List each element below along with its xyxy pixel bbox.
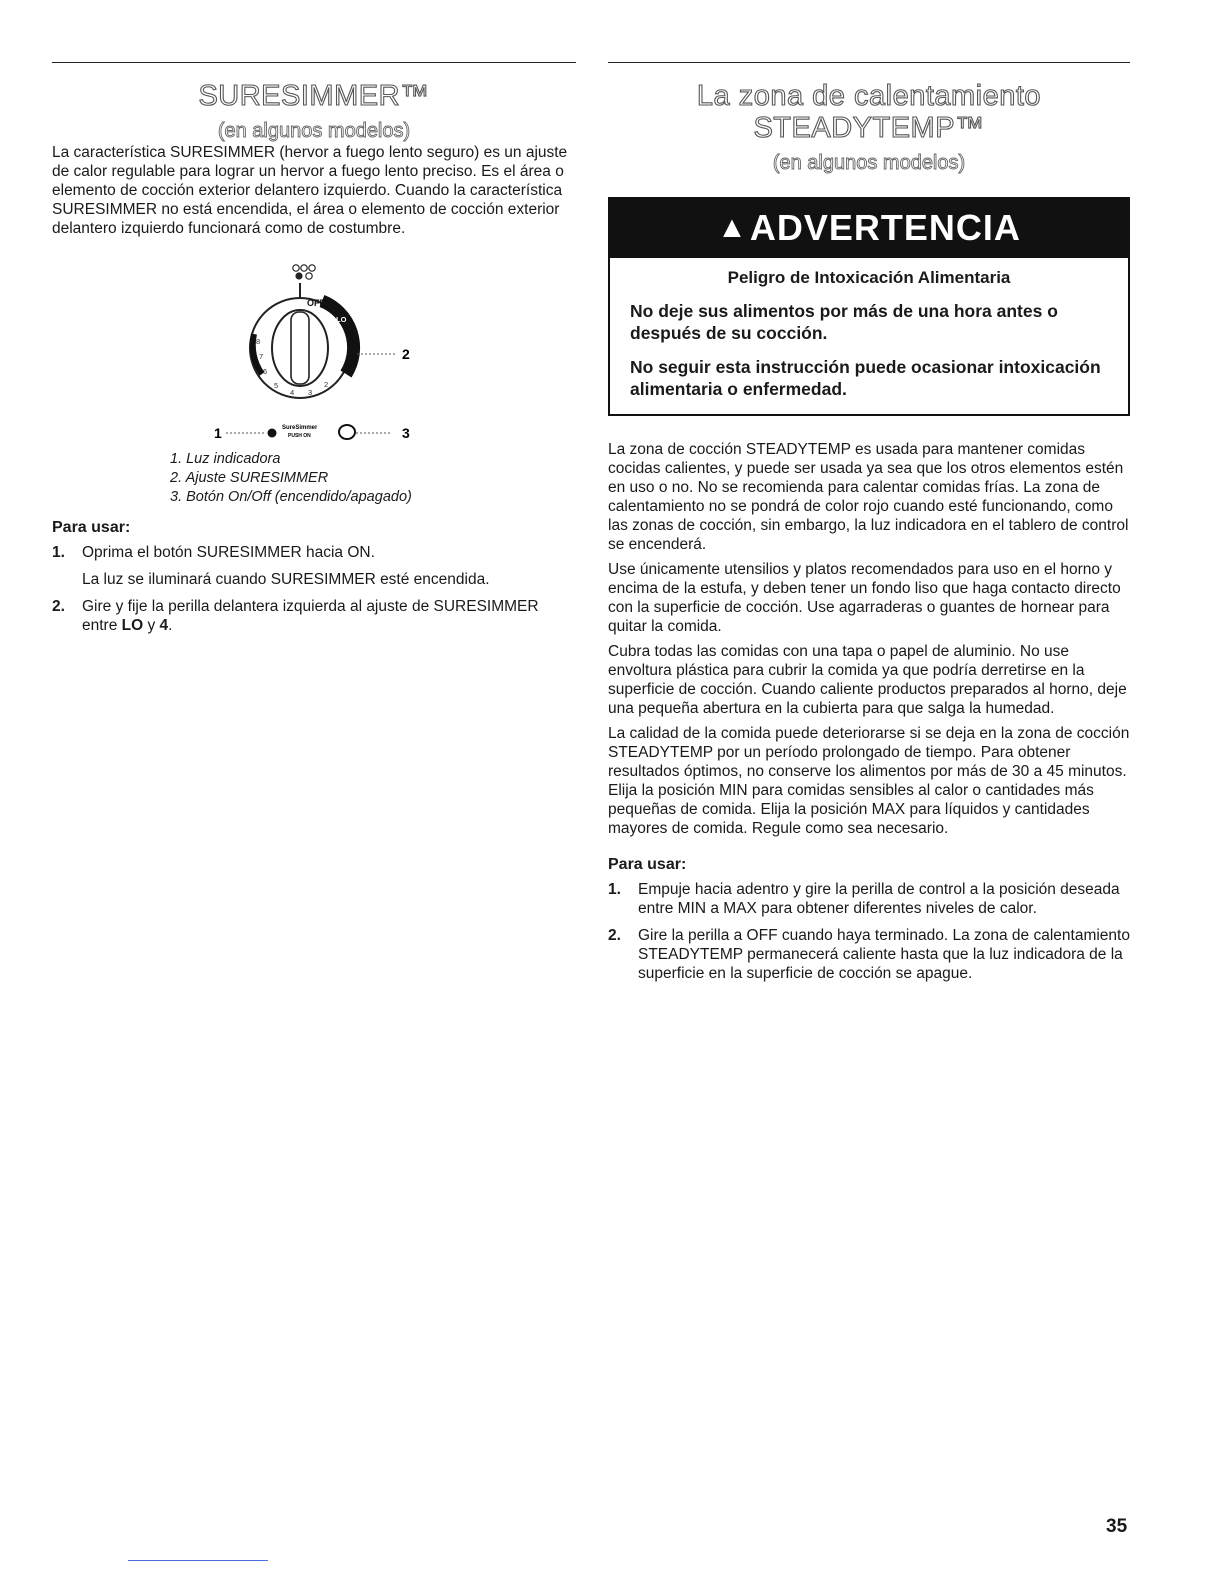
caption-item: 3. Botón On/Off (encendido/apagado) (170, 489, 412, 505)
warning-line-2: No seguir esta instrucción puede ocasionar intoxicación alimentaria o enfermedad. (630, 357, 1101, 399)
indicator-light (268, 429, 277, 438)
warning-header (610, 199, 1128, 258)
left-column (52, 62, 576, 643)
suresimmer-button-label: SureSimmer (282, 425, 318, 431)
warning-subheading: Peligro de Intoxicación Alimentaria (727, 268, 1011, 287)
suresimmer-subtitle: (en algunos modelos) (217, 120, 411, 142)
step-number: 2. (52, 598, 65, 615)
callout-3: 3 (402, 425, 410, 441)
step-text: Gire y fije la perilla delantera izquierda al ajuste de SURESIMMER entre LO y 4. (82, 598, 539, 634)
steadytemp-paragraph: Use únicamente utensilios y platos recomendados para uso en el horno y encima de la estufa, y deben tener un fondo liso que haga contacto directo con la superficie de cocción. Use agarraderas o guantes de hornear para quitar la comida. (608, 561, 1121, 635)
step-text: Gire la perilla a OFF cuando haya terminado. La zona de calentamiento STEADYTEMP permanecerá caliente hasta que la luz indicadora de la superficie en la superficie de cocción se apague. (638, 927, 1130, 982)
step-text: Oprima el botón SURESIMMER hacia ON. (82, 544, 375, 561)
steadytemp-subtitle: (en algunos modelos) (772, 152, 966, 174)
dial-number: 5 (274, 381, 279, 390)
cooktop-zones-icon (293, 265, 315, 280)
dial-number: 4 (290, 388, 295, 397)
suresimmer-intro: La característica SURESIMMER (hervor a fuego lento seguro) es un ajuste de calor regulable para lograr un hervor a fuego lento preciso. Es el área o elemento de cocción exterior delantero izquierdo. Cuando la característica SURESIMMER no está encendida, el área o elemento de cocción exterior delantero izquierdo funcionará como de costumbre. (52, 144, 568, 237)
dial-number: 3 (308, 388, 313, 397)
right-step-1 (608, 880, 1130, 918)
dial-number: 8 (256, 337, 261, 346)
right-column (608, 62, 1130, 991)
warning-triangle-icon: ▲ (717, 211, 748, 244)
left-top-rule (52, 62, 576, 63)
page-number: 35 (1106, 1516, 1128, 1537)
suresimmer-title: SURESIMMER™ (198, 80, 430, 112)
dial-number: 7 (259, 352, 264, 361)
step-note: La luz se iluminará cuando SURESIMMER esté encendida. (82, 571, 490, 588)
caption-item: 2. Ajuste SURESIMMER (170, 470, 329, 486)
control-knob-illustration (52, 256, 576, 446)
right-step-2 (608, 926, 1130, 983)
left-step-2 (52, 597, 576, 635)
dial-number: 9 (264, 321, 269, 330)
left-use-heading: Para usar: (52, 519, 131, 536)
dial-number: 1 (340, 353, 345, 362)
steadytemp-title-line1: La zona de calentamiento (696, 80, 1042, 112)
dial-off-label: OFF (307, 298, 325, 308)
dial-number: 2 (324, 380, 329, 389)
step-number: 2. (608, 927, 621, 944)
steadytemp-paragraph: Cubra todas las comidas con una tapa o papel de aluminio. No use envoltura plástica para cubrir la comida ya que podría derretirse en la superficie de cocción. Cuando caliente productos preparados al horno, deje una pequeña abertura en la cubierta para que salga la humedad. (608, 643, 1127, 717)
warning-line-1: No deje sus alimentos por más de una hora antes o después de su cocción. (630, 301, 1058, 343)
step-number: 1. (608, 881, 621, 898)
on-off-button (339, 425, 355, 439)
warning-heading: ADVERTENCIA (749, 207, 1021, 248)
right-use-heading: Para usar: (608, 856, 687, 873)
right-top-rule (608, 62, 1130, 63)
steadytemp-body (608, 440, 1130, 838)
callout-2: 2 (402, 346, 410, 362)
dial-number: 6 (263, 367, 268, 376)
steadytemp-paragraph: La zona de cocción STEADYTEMP es usada para mantener comidas cocidas calientes, y puede ser usada ya sea que los otros elementos estén en uso o no. No se recomienda para calentar comidas frías. La zona de calentamiento no se pondrá de color rojo cuando esté funcionando, como las zonas de cocción, sin embargo, la luz indicadora en el tablero de control se encenderá. (608, 441, 1129, 553)
dial-lo-label: LO (336, 315, 347, 324)
caption-item: 1. Luz indicadora (170, 451, 281, 467)
suresimmer-dial-diagram (52, 256, 576, 446)
warning-box (608, 197, 1130, 416)
warning-body (610, 258, 1128, 414)
diagram-captions (170, 450, 576, 507)
step-text: Empuje hacia adentro y gire la perilla de control a la posición deseada entre MIN a MAX para obtener diferentes niveles de calor. (638, 881, 1120, 917)
step-number: 1. (52, 544, 65, 561)
left-step-1 (52, 543, 576, 589)
callout-1: 1 (214, 425, 222, 441)
steadytemp-paragraph: La calidad de la comida puede deteriorarse si se deja en la zona de cocción STEADYTEMP por un período prolongado de tiempo. Para obtener resultados óptimos, no conserve los alimentos por más de 30 a 45 minutos. Elija la posición MIN para comidas sensibles al calor o cantidades más pequeñas de comida. Elija la posición MAX para líquidos y cantidades mayores de comida. Regule como sea necesario. (608, 725, 1130, 837)
push-on-label: PUSH ON (288, 433, 311, 439)
scan-stamp-line (128, 1560, 268, 1561)
steadytemp-title-line2: STEADYTEMP™ (753, 112, 985, 144)
